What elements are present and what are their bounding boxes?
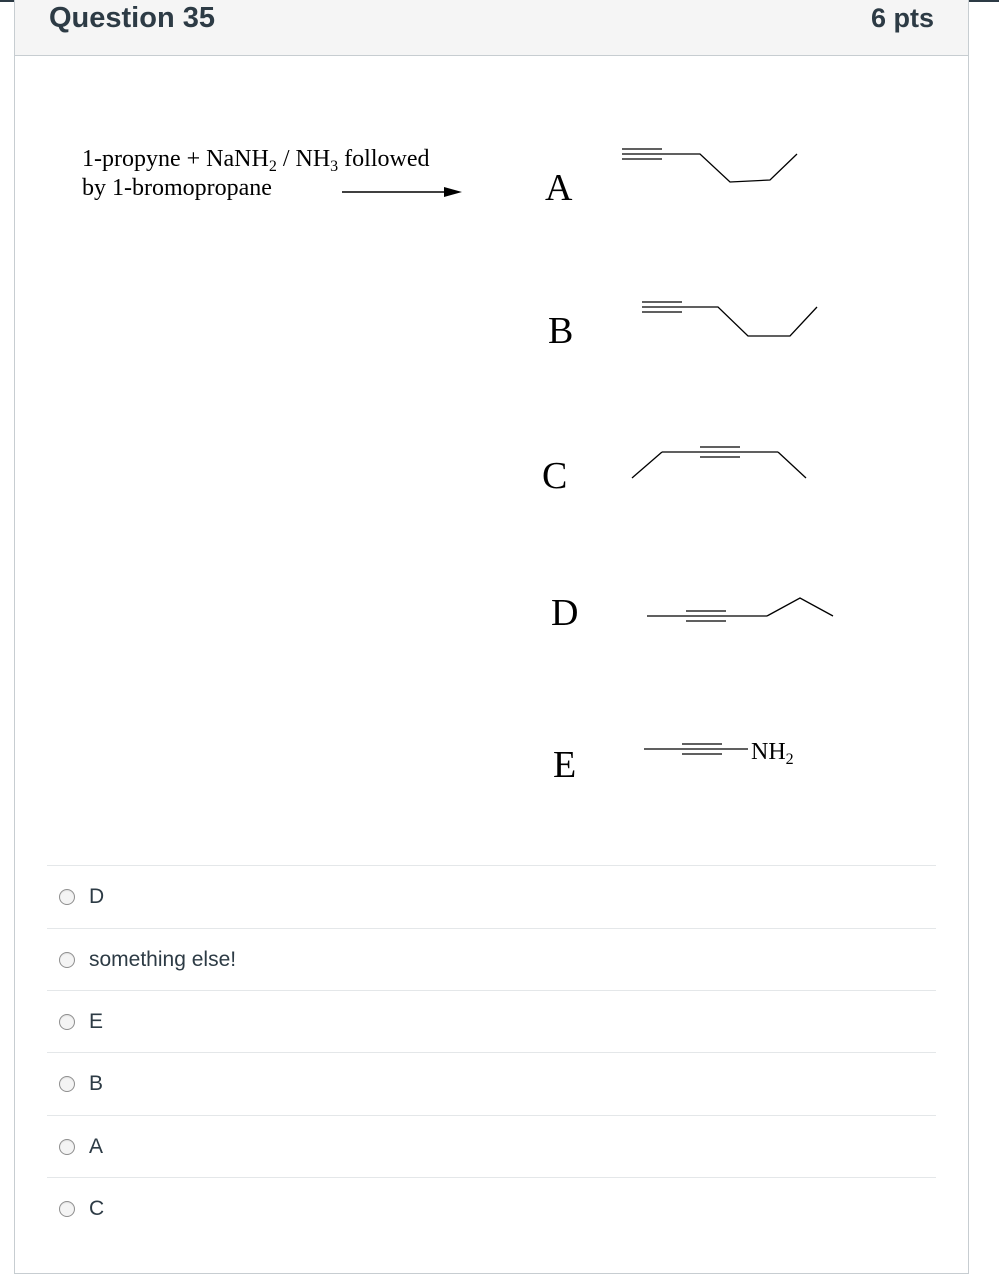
answer-option-b[interactable]	[47, 1052, 936, 1115]
radio-button[interactable]	[59, 889, 75, 905]
structure-e	[644, 739, 794, 768]
answer-label: D	[89, 885, 105, 908]
amine-group-label: $NH_2$	[751, 739, 794, 768]
answer-option-c[interactable]	[47, 1177, 936, 1239]
option-letter-c: C	[542, 455, 568, 497]
answer-label: C	[89, 1196, 105, 1220]
answer-option-e[interactable]	[47, 990, 936, 1052]
answer-option-d[interactable]	[47, 865, 936, 928]
answer-label: B	[89, 1072, 104, 1095]
option-letter-b: B	[548, 310, 574, 352]
option-letter-e: E	[553, 744, 577, 786]
answer-option-something-else[interactable]	[47, 928, 936, 990]
reaction-arrow	[342, 187, 462, 197]
structure-a	[622, 149, 797, 182]
question-points: 6 pts	[870, 3, 934, 33]
radio-button[interactable]	[59, 1139, 75, 1155]
reaction-text-line2: by 1-bromopropane	[82, 175, 272, 201]
structure-c	[632, 447, 806, 478]
structure-b	[642, 302, 817, 336]
answer-label: A	[89, 1134, 104, 1158]
radio-button[interactable]	[59, 1201, 75, 1217]
answer-list	[47, 865, 936, 1239]
option-letter-a: A	[545, 167, 573, 209]
structure-d	[647, 598, 833, 621]
reaction-text-line1: 1-propyne + NaNH$_2$ / $NH_3$ followed	[82, 146, 430, 175]
radio-button[interactable]	[59, 952, 75, 968]
answer-label: something else!	[89, 947, 237, 971]
question-title: Question 35	[49, 2, 215, 34]
option-letter-d: D	[551, 592, 579, 634]
radio-button[interactable]	[59, 1014, 75, 1030]
answer-label: E	[89, 1009, 104, 1033]
radio-button[interactable]	[59, 1076, 75, 1092]
answer-option-a[interactable]	[47, 1115, 936, 1177]
